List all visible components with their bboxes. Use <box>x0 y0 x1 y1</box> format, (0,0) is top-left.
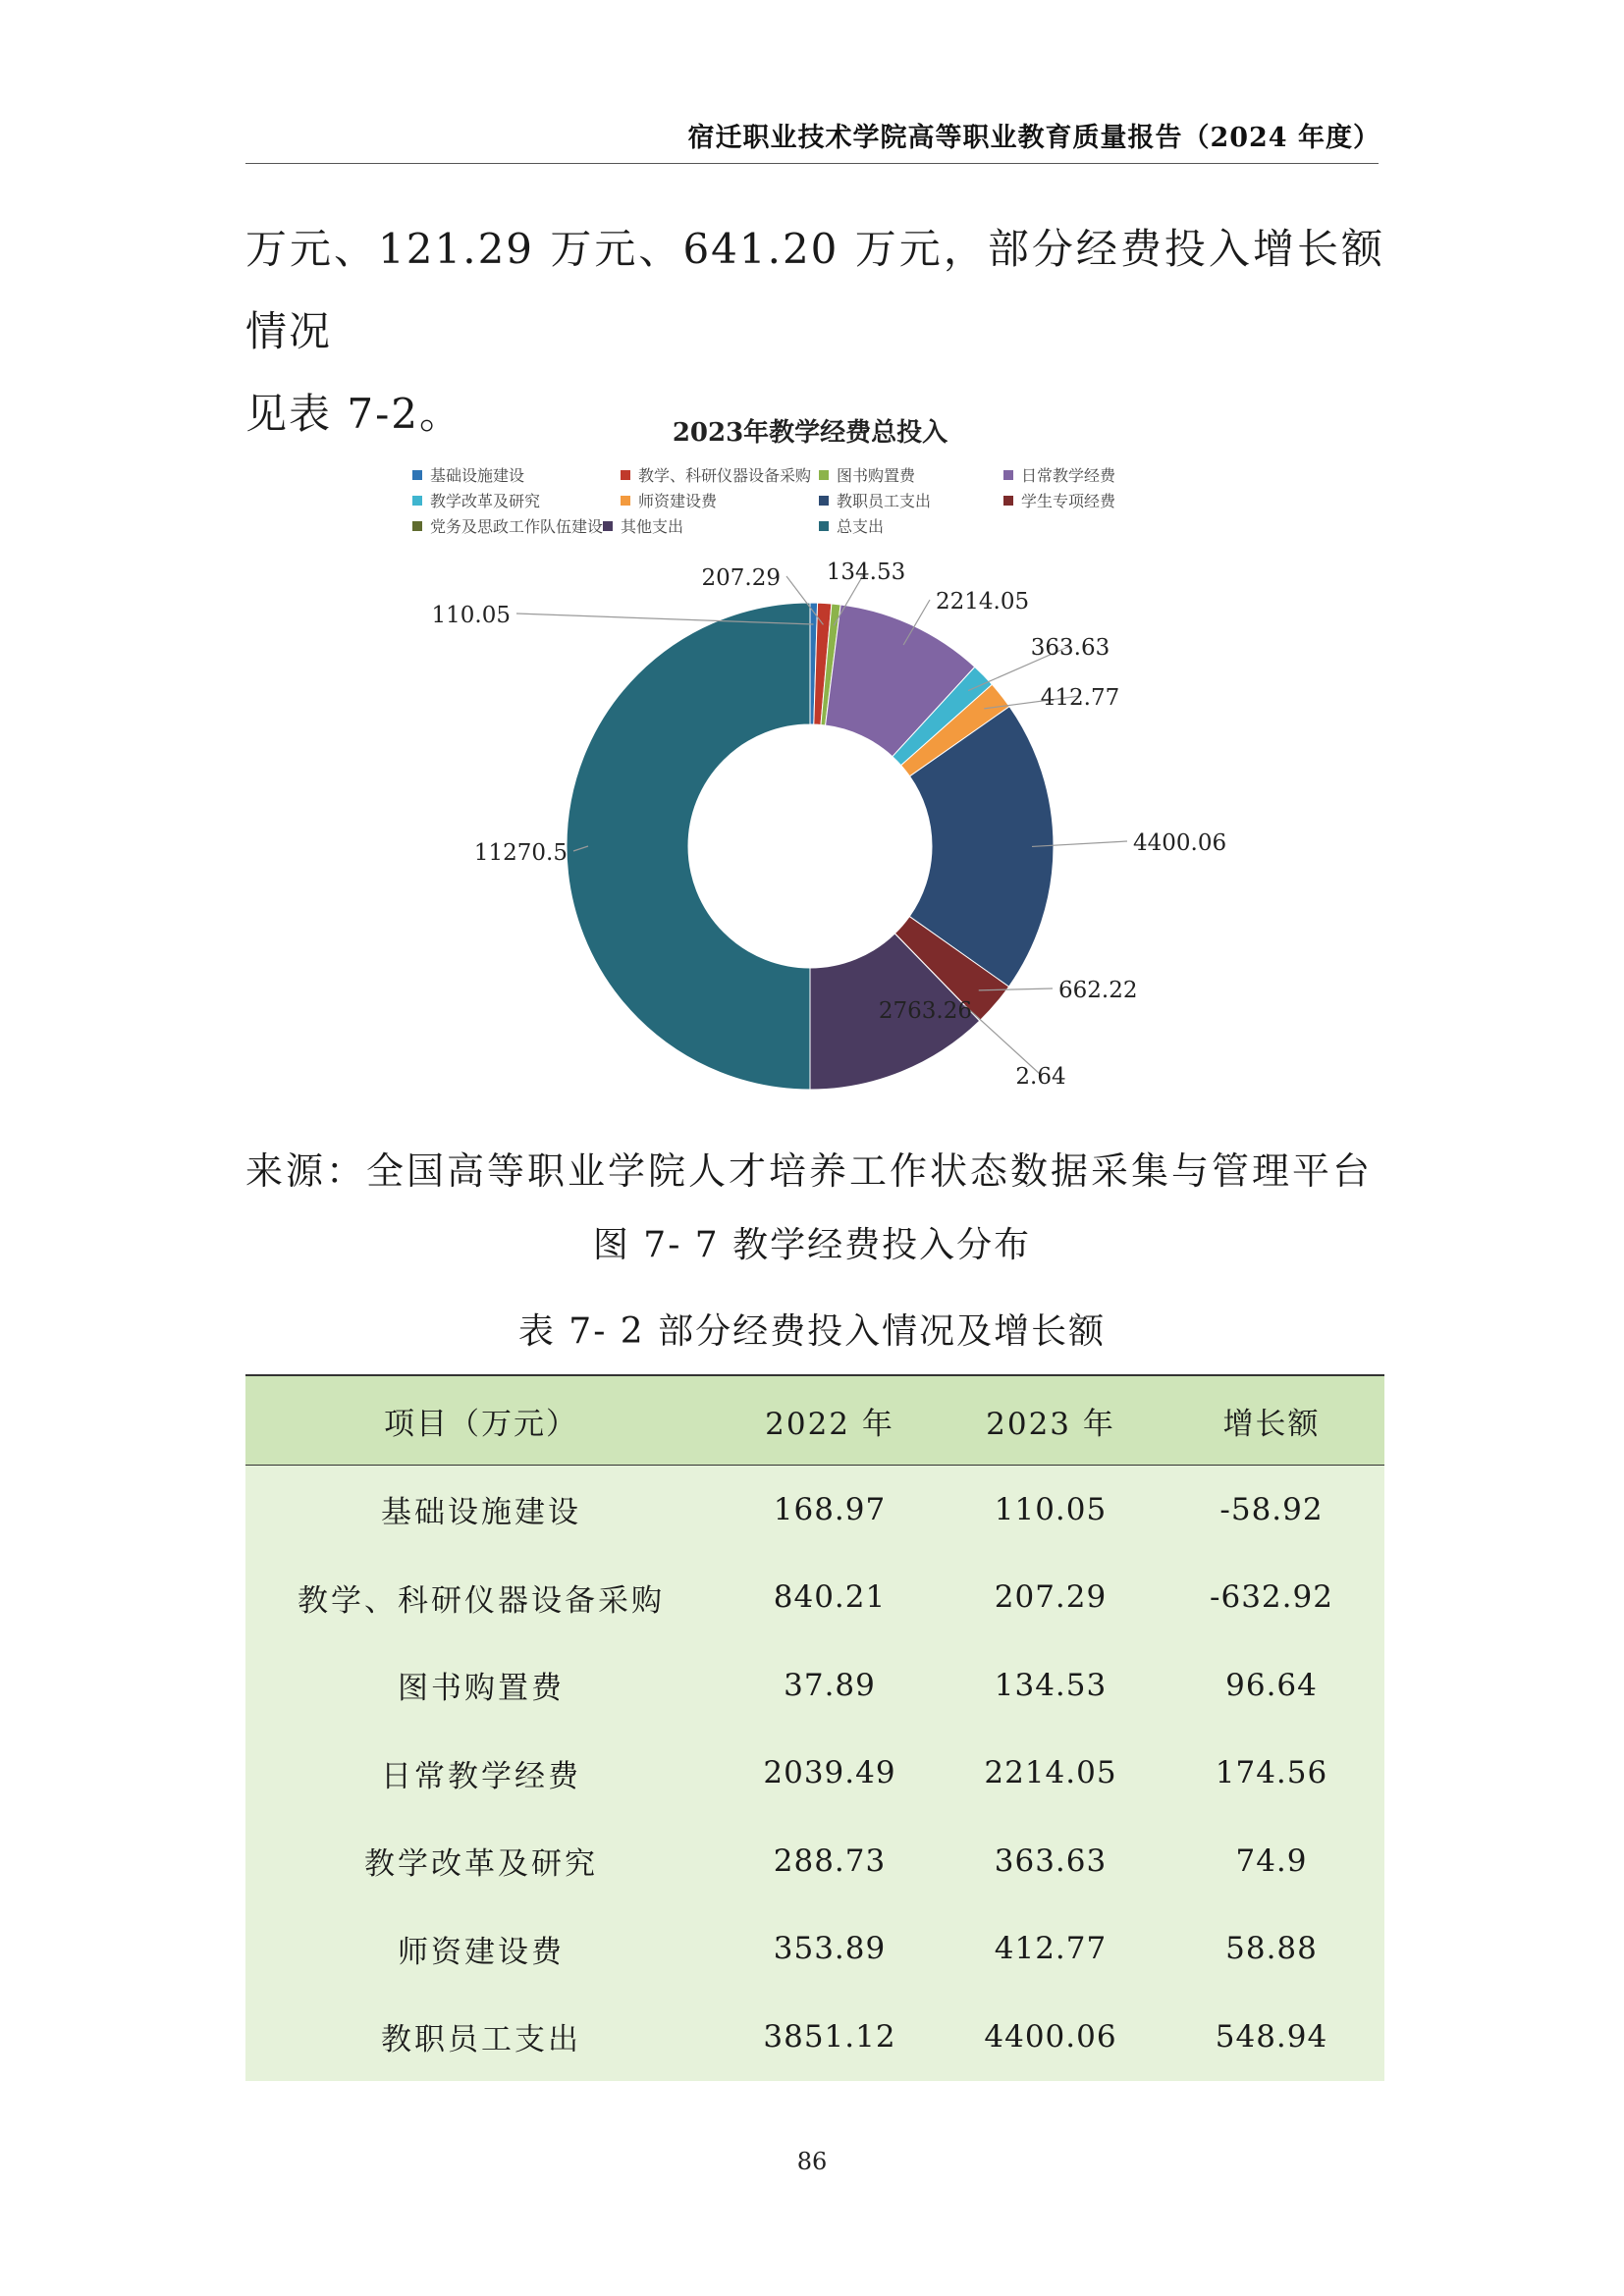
table-cell: 110.05 <box>943 1466 1159 1554</box>
legend-swatch <box>621 470 630 480</box>
table-cell: 412.77 <box>943 1905 1159 1994</box>
table-row <box>245 1641 1384 1730</box>
page-number: 86 <box>796 2148 828 2175</box>
legend-swatch <box>603 521 613 531</box>
figure-source: 来源：全国高等职业学院人才培养工作状态数据采集与管理平台 <box>245 1149 1374 1193</box>
legend-label: 基础设施建设 <box>430 466 525 485</box>
body-line-2: 见表 7-2。 <box>245 390 462 438</box>
legend-label: 师资建设费 <box>638 492 718 510</box>
legend-label: 教学改革及研究 <box>430 492 541 510</box>
legend-label: 党务及思政工作队伍建设 <box>430 517 604 536</box>
legend-swatch <box>1003 470 1013 480</box>
table-cell: 2039.49 <box>717 1730 943 1818</box>
table-caption: 表 7- 2 部分经费投入情况及增长额 <box>517 1311 1107 1352</box>
table-cell: 134.53 <box>943 1641 1159 1730</box>
legend-entry <box>819 463 915 486</box>
table-row <box>245 1730 1384 1818</box>
data-label: 207.29 <box>701 565 781 591</box>
data-label: 2214.05 <box>936 589 1030 614</box>
page-header: 宿迁职业技术学院高等职业教育质量报告（2024 年度） <box>687 123 1380 153</box>
legend-swatch <box>412 470 422 480</box>
chart-title: 2023年教学经费总投入 <box>672 418 948 448</box>
table-cell: 207.29 <box>943 1554 1159 1642</box>
legend-swatch <box>412 496 422 506</box>
legend-label: 总支出 <box>837 517 885 536</box>
legend-label: 学生专项经费 <box>1021 492 1116 510</box>
table-cell: 353.89 <box>717 1905 943 1994</box>
body-line-1: 万元、121.29 万元、641.20 万元，部分经费投入增长额情况 <box>245 225 1384 355</box>
header-divider <box>245 163 1379 164</box>
table-cell: 日常教学经费 <box>245 1730 717 1818</box>
table-cell: 4400.06 <box>943 1993 1159 2081</box>
table-cell: 教学改革及研究 <box>245 1817 717 1905</box>
table-cell: 教学、科研仪器设备采购 <box>245 1554 717 1642</box>
legend-label: 其他支出 <box>621 517 684 536</box>
table-row <box>245 1466 1384 1554</box>
data-label: 110.05 <box>431 603 511 628</box>
table-cell: 74.9 <box>1159 1817 1384 1905</box>
table-cell: -632.92 <box>1159 1554 1384 1642</box>
table-row <box>245 1554 1384 1642</box>
table-header-cell: 2022 年 <box>717 1375 943 1466</box>
donut-slice <box>567 603 810 1090</box>
legend-entry <box>1003 463 1115 486</box>
data-label: 2763.26 <box>878 998 972 1024</box>
table-cell: 288.73 <box>717 1817 943 1905</box>
legend-entry <box>621 463 811 486</box>
legend-label: 日常教学经费 <box>1021 466 1116 485</box>
legend-label: 教学、科研仪器设备采购 <box>638 466 812 485</box>
table-cell: 2214.05 <box>943 1730 1159 1818</box>
data-label: 134.53 <box>826 560 906 585</box>
legend-entry <box>819 489 931 511</box>
table-cell: 师资建设费 <box>245 1905 717 1994</box>
legend-label: 教职员工支出 <box>837 492 932 510</box>
legend-swatch <box>1003 496 1013 506</box>
table-cell: -58.92 <box>1159 1466 1384 1554</box>
table-header-cell: 2023 年 <box>943 1375 1159 1466</box>
legend-entry <box>412 514 603 537</box>
table-header-row <box>245 1375 1384 1466</box>
table-cell: 840.21 <box>717 1554 943 1642</box>
table-cell: 图书购置费 <box>245 1641 717 1730</box>
table-cell: 174.56 <box>1159 1730 1384 1818</box>
data-label: 2.64 <box>1015 1064 1066 1090</box>
table-header-cell: 增长额 <box>1159 1375 1384 1466</box>
table-body <box>245 1466 1384 2081</box>
legend-entry <box>412 463 524 486</box>
table-cell: 基础设施建设 <box>245 1466 717 1554</box>
legend-entry <box>412 489 540 511</box>
data-label: 363.63 <box>1030 635 1110 661</box>
legend-entry <box>819 514 884 537</box>
table-cell: 548.94 <box>1159 1993 1384 2081</box>
table-cell: 363.63 <box>943 1817 1159 1905</box>
table-cell: 58.88 <box>1159 1905 1384 1994</box>
table-row <box>245 1817 1384 1905</box>
legend-label: 图书购置费 <box>837 466 916 485</box>
legend-swatch <box>819 496 829 506</box>
legend-swatch <box>819 521 829 531</box>
table-header-cell: 项目（万元） <box>245 1375 717 1466</box>
table-row <box>245 1993 1384 2081</box>
table-cell: 3851.12 <box>717 1993 943 2081</box>
table-row <box>245 1905 1384 1994</box>
data-label: 662.22 <box>1058 978 1138 1003</box>
figure-caption: 图 7- 7 教学经费投入分布 <box>592 1225 1032 1265</box>
table-cell: 教职员工支出 <box>245 1993 717 2081</box>
data-label: 412.77 <box>1040 685 1120 711</box>
legend-swatch <box>412 521 422 531</box>
table-cell: 168.97 <box>717 1466 943 1554</box>
table-cell: 96.64 <box>1159 1641 1384 1730</box>
data-label: 11270.5 <box>473 840 568 866</box>
funding-table <box>245 1374 1384 2081</box>
legend-swatch <box>621 496 630 506</box>
legend-entry <box>1003 489 1115 511</box>
table-cell: 37.89 <box>717 1641 943 1730</box>
legend-entry <box>603 514 683 537</box>
data-label: 4400.06 <box>1133 830 1227 856</box>
legend-swatch <box>819 470 829 480</box>
donut-slices <box>567 603 1054 1090</box>
donut-chart <box>393 404 1227 1111</box>
legend-entry <box>621 489 717 511</box>
